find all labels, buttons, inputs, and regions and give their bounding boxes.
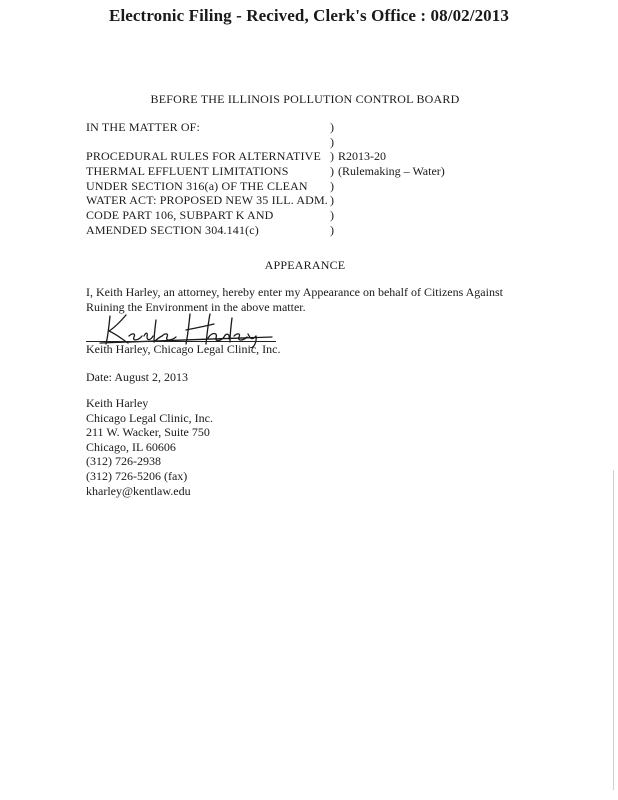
caption-paren: ) xyxy=(330,222,334,237)
docket-number: R2013-20 xyxy=(338,149,386,164)
contact-block xyxy=(86,396,213,498)
caption-row xyxy=(86,193,445,208)
contact-fax: (312) 726-5206 (fax) xyxy=(86,468,188,483)
caption-paren: ) xyxy=(330,164,334,179)
rulemaking-type: (Rulemaking – Water) xyxy=(338,164,445,179)
caption-row xyxy=(86,223,445,238)
document-title: APPEARANCE xyxy=(264,258,346,272)
contact-city: Chicago, IL 60606 xyxy=(86,439,176,454)
contact-address: 211 W. Wacker, Suite 750 xyxy=(86,425,210,440)
contact-organization: Chicago Legal Clinic, Inc. xyxy=(86,410,213,425)
statement-line: I, Keith Harley, an attorney, hereby enter my Appearance on behalf of Citizens Against xyxy=(86,285,503,299)
caption-paren: ) xyxy=(330,208,334,223)
caption-left: THERMAL EFFLUENT LIMITATIONS xyxy=(86,164,289,179)
contact-name: Keith Harley xyxy=(86,396,149,410)
caption-paren: ) xyxy=(330,193,334,208)
contact-phone: (312) 726-2938 xyxy=(86,454,161,469)
caption-paren: ) xyxy=(330,149,334,164)
caption-row xyxy=(86,135,445,150)
caption-left: PROCEDURAL RULES FOR ALTERNATIVE xyxy=(86,149,321,164)
caption-row xyxy=(86,208,445,223)
caption-paren: ) xyxy=(330,178,334,193)
scan-edge-line xyxy=(613,470,614,790)
caption-row xyxy=(86,120,445,135)
caption-left: WATER ACT: PROPOSED NEW 35 ILL. ADM. xyxy=(86,193,328,208)
caption-left: IN THE MATTER OF: xyxy=(86,120,200,134)
caption-left xyxy=(86,135,330,150)
filing-stamp: Electronic Filing - Recived, Clerk's Office : 08/02/2013 xyxy=(109,6,509,25)
caption-left: UNDER SECTION 316(a) OF THE CLEAN xyxy=(86,178,308,193)
caption-paren: ) xyxy=(330,134,334,149)
case-caption xyxy=(86,120,445,238)
caption-paren: ) xyxy=(330,120,334,134)
caption-row xyxy=(86,179,445,194)
contact-email: kharley@kentlaw.edu xyxy=(86,483,191,498)
filing-date: Date: August 2, 2013 xyxy=(86,370,188,384)
caption-row xyxy=(86,164,445,179)
caption-left: CODE PART 106, SUBPART K AND xyxy=(86,208,274,223)
caption-row xyxy=(86,149,445,164)
signer-name: Keith Harley, Chicago Legal Clinic, Inc. xyxy=(86,342,281,356)
statement-line: Ruining the Environment in the above matter. xyxy=(86,299,306,314)
board-heading: BEFORE THE ILLINOIS POLLUTION CONTROL BOARD xyxy=(150,92,460,106)
caption-left: AMENDED SECTION 304.141(c) xyxy=(86,222,259,237)
